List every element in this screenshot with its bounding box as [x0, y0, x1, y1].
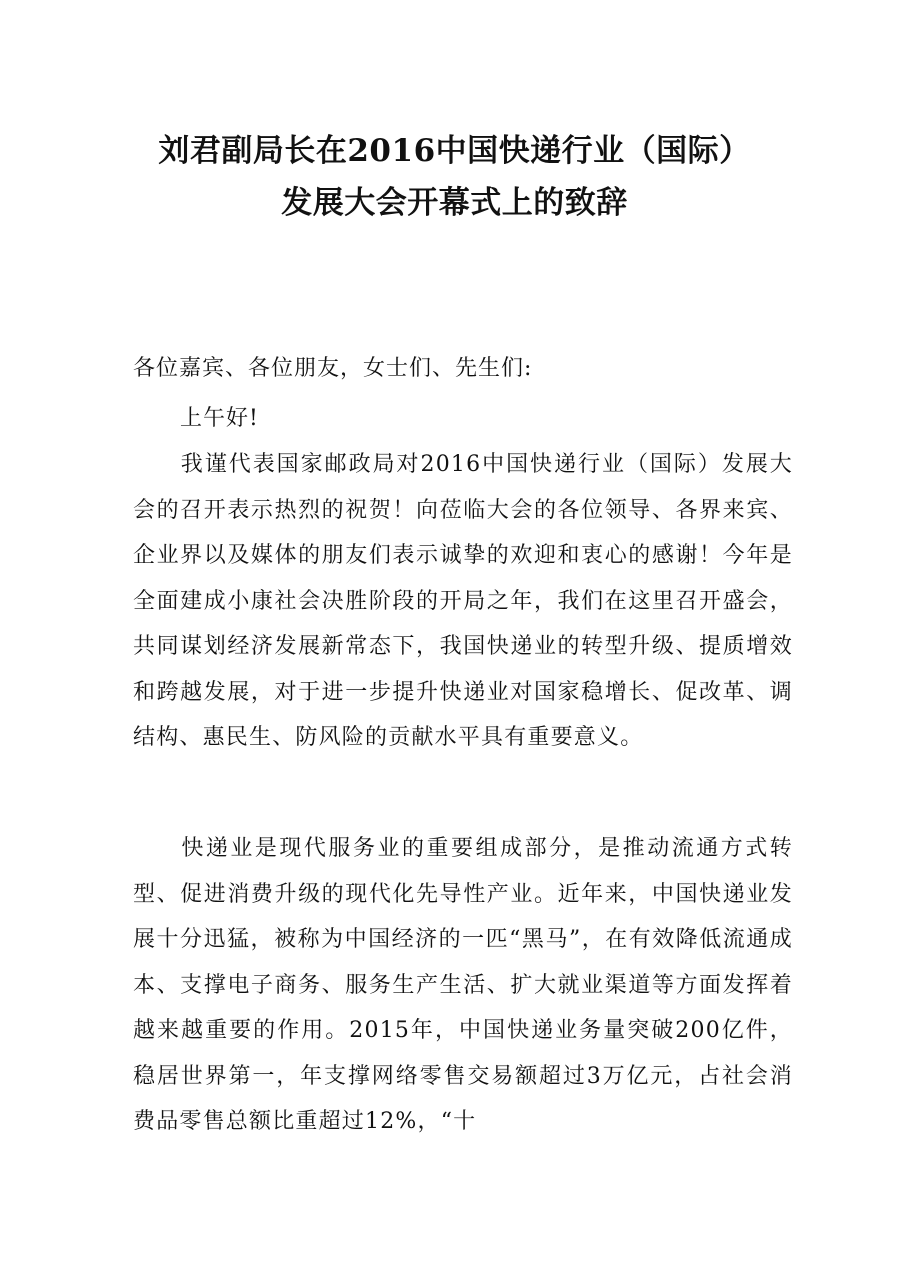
document-title-line-1: 刘君副局长在2016中国快递行业（国际） — [158, 133, 751, 169]
salutation: 各位嘉宾、各位朋友，女士们、先生们: — [133, 356, 533, 381]
paragraph-2 — [133, 826, 793, 1145]
document-title-line-2: 发展大会开幕式上的致辞 — [281, 185, 628, 221]
paragraph-1 — [133, 442, 793, 761]
greeting: 上午好! — [180, 406, 259, 431]
paragraph-2-text: 快递业是现代服务业的重要组成部分，是推动流通方式转型、促进消费升级的现代化先导性产业。近年来，中国快递业发展十分迅猛，被称为中国经济的一匹“黑马”，在有效降低流通成本、支撑电子商务、服务生产生活、扩大就业渠道等方面发挥着越来越重要的作用。2015年，中国快递业务量突破200亿件，稳居世界第一，年支撑网络零售交易额超过3万亿元，占社会消费品零售总额比重超过12%，“十 — [133, 836, 793, 1134]
paragraph-1-text: 我谨代表国家邮政局对2016中国快递行业（国际）发展大会的召开表示热烈的祝贺！向莅临大会的各位领导、各界来宾、企业界以及媒体的朋友们表示诚挚的欢迎和衷心的感谢！今年是全面建成小康社会决胜阶段的开局之年，我们在这里召开盛会，共同谋划经济发展新常态下，我国快递业的转型升级、提质增效和跨越发展，对于进一步提升快递业对国家稳增长、促改革、调结构、惠民生、防风险的贡献水平具有重要意义。 — [133, 452, 793, 750]
